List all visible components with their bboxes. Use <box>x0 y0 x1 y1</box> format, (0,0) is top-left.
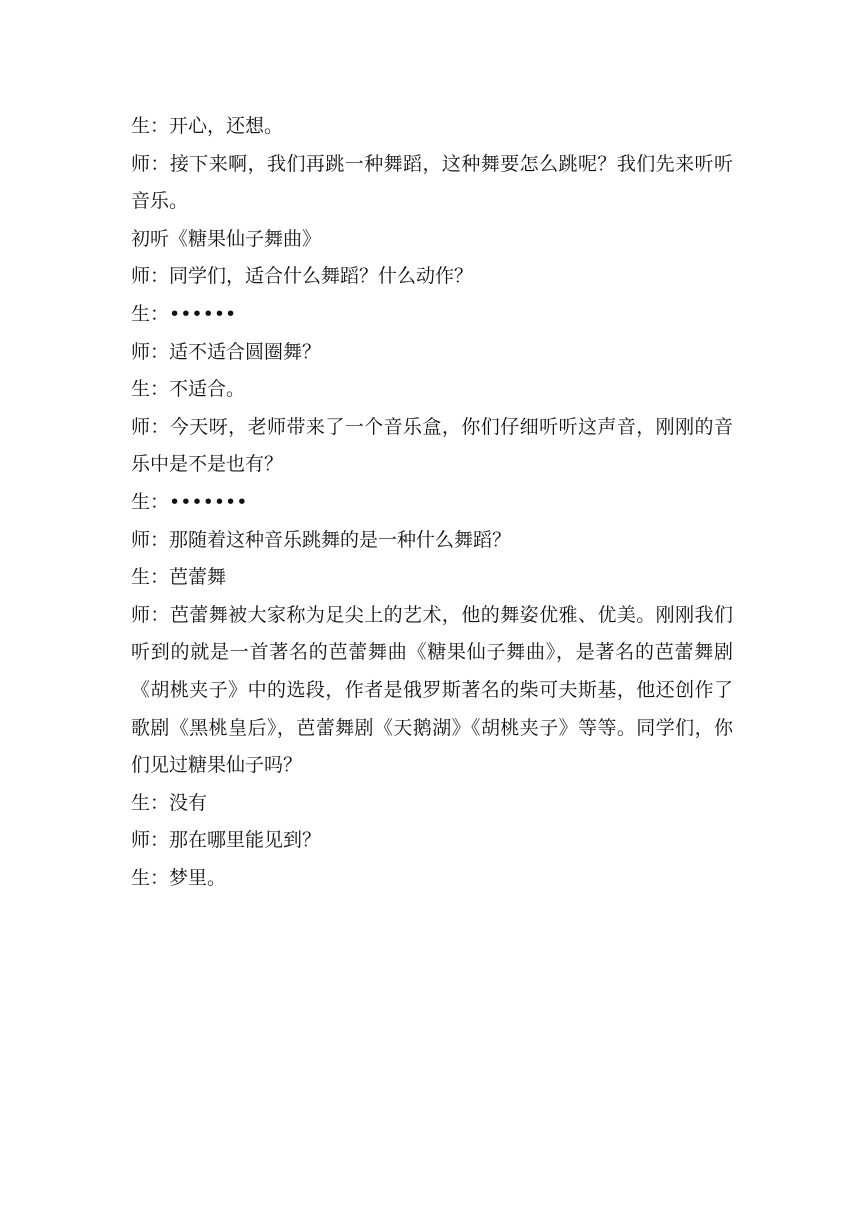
paragraph-4: 师：同学们，适合什么舞蹈？什么动作？ <box>131 265 474 288</box>
paragraph-3: 初听《糖果仙子舞曲》 <box>131 227 322 250</box>
paragraph-2: 师：接下来啊，我们再跳一种舞蹈，这种舞要怎么跳呢？我们先来听听音乐。 <box>131 152 733 213</box>
paragraph-15: 生：梦里。 <box>131 866 227 889</box>
paragraph-1: 生：开心，还想。 <box>131 115 284 137</box>
paragraph-12: 师：芭蕾舞被大家称为足尖上的艺术，他的舞姿优雅、优美。刚刚我们听到的就是一首著名的芭蕾舞曲《糖果仙子舞曲》，是著名的芭蕾舞剧《胡桃夹子》中的选段，作者是俄罗斯著名的柴可夫斯基，他还创作了歌剧《黑桃皇后》，芭蕾舞剧《天鹅湖》《胡桃夹子》等等。同学们，你们见过糖果仙子吗？ <box>131 603 733 777</box>
paragraph-9: 生：••••••• <box>131 490 248 513</box>
paragraph-6: 师：适不适合圆圈舞？ <box>131 340 322 363</box>
paragraph-11: 生：芭蕾舞 <box>131 566 227 589</box>
paragraph-13: 生：没有 <box>131 791 208 814</box>
document-body <box>131 108 733 897</box>
paragraph-10: 师：那随着这种音乐跳舞的是一种什么舞蹈？ <box>131 528 512 551</box>
paragraph-14: 师：那在哪里能见到？ <box>131 829 322 852</box>
paragraph-8: 师：今天呀，老师带来了一个音乐盒，你们仔细听听这声音，刚刚的音乐中是不是也有？ <box>131 415 733 476</box>
paragraph-5: 生：•••••• <box>131 302 237 325</box>
paragraph-7: 生：不适合。 <box>131 378 246 401</box>
